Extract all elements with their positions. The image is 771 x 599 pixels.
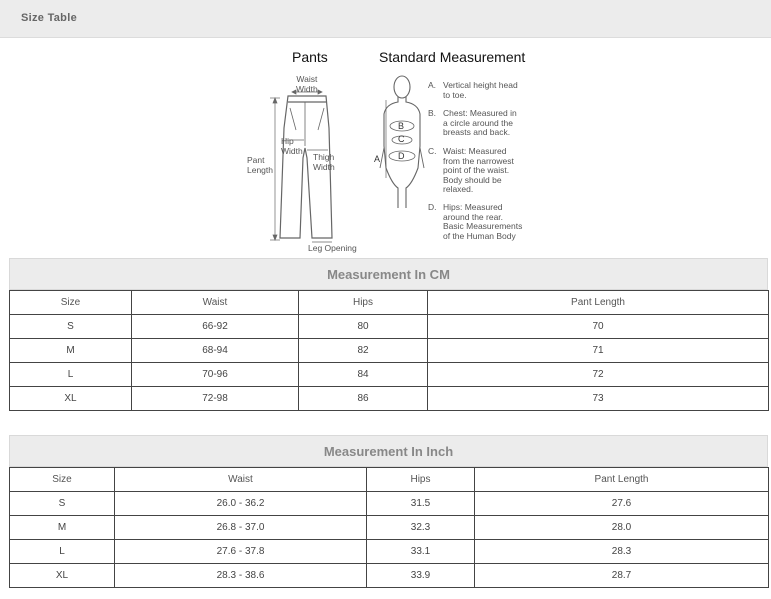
header-title: Size Table [21,12,77,24]
leg-opening-label: Leg Opening [308,243,357,253]
table-row [10,315,769,339]
cm-col-hips: Hips [299,291,428,315]
cell-pant-length: 28.7 [475,564,769,588]
cell-waist: 70-96 [132,363,299,387]
cm-header-row [10,291,769,315]
note-b-letter: B. [428,108,437,118]
note-d-letter: D. [428,202,437,212]
cell-size: M [10,516,115,540]
inch-col-hips: Hips [367,468,475,492]
cell-pant-length: 28.3 [475,540,769,564]
note-c-letter: C. [428,146,437,156]
measurement-diagram [0,38,771,258]
cell-waist: 72-98 [132,387,299,411]
table-row [10,387,769,411]
cell-hips: 80 [299,315,428,339]
cell-size: L [10,363,132,387]
cell-pant-length: 73 [428,387,769,411]
cell-pant-length: 28.0 [475,516,769,540]
note-a-letter: A. [428,80,437,90]
cell-waist: 68-94 [132,339,299,363]
cell-hips: 82 [299,339,428,363]
table-row [10,492,769,516]
table-row [10,363,769,387]
cell-waist: 26.8 - 37.0 [115,516,367,540]
cm-section [9,258,768,411]
cell-size: S [10,492,115,516]
cell-waist: 66-92 [132,315,299,339]
note-d-text: Hips: Measured around the rear. Basic Measurements of the Human Body [443,202,523,241]
cell-hips: 86 [299,387,428,411]
body-label-c: C [398,134,405,144]
inch-size-table [9,467,769,588]
cell-size: L [10,540,115,564]
note-a-text: Vertical height head to toe. [443,80,518,100]
cell-pant-length: 72 [428,363,769,387]
size-table-header [0,0,771,38]
body-label-a: A [374,154,381,164]
pant-length-label: Pant Length [247,155,273,175]
body-label-d: D [398,151,405,161]
note-b-text: Chest: Measured in a circle around the breasts and back. [443,108,517,137]
cm-size-table [9,290,769,411]
cell-pant-length: 71 [428,339,769,363]
inch-col-pant-length: Pant Length [475,468,769,492]
inch-col-size: Size [10,468,115,492]
cell-pant-length: 27.6 [475,492,769,516]
table-row [10,516,769,540]
cell-hips: 33.9 [367,564,475,588]
cm-col-waist: Waist [132,291,299,315]
cm-table-title: Measurement In CM [9,258,768,290]
cell-hips: 33.1 [367,540,475,564]
cm-col-size: Size [10,291,132,315]
cell-size: M [10,339,132,363]
cell-size: S [10,315,132,339]
cm-col-pant-length: Pant Length [428,291,769,315]
body-label-b: B [398,121,405,131]
thigh-width-label: Thigh Width [313,152,335,172]
cell-hips: 31.5 [367,492,475,516]
cell-pant-length: 70 [428,315,769,339]
inch-col-waist: Waist [115,468,367,492]
cell-size: XL [10,564,115,588]
standard-measurement-title: Standard Measurement [379,49,526,65]
cell-hips: 32.3 [367,516,475,540]
waist-width-label: Waist Width [296,74,318,94]
cell-size: XL [10,387,132,411]
inch-section [9,435,768,588]
inch-table-title: Measurement In Inch [9,435,768,467]
note-c-text: Waist: Measured from the narrowest point of the waist. Body should be relaxed. [443,146,514,194]
table-row [10,564,769,588]
inch-header-row [10,468,769,492]
cell-waist: 26.0 - 36.2 [115,492,367,516]
cell-waist: 27.6 - 37.8 [115,540,367,564]
table-row [10,540,769,564]
cell-hips: 84 [299,363,428,387]
diagram-drawing [0,38,771,258]
table-row [10,339,769,363]
pants-title: Pants [292,49,328,65]
hip-width-label: Hip Width [281,136,303,156]
cell-waist: 28.3 - 38.6 [115,564,367,588]
